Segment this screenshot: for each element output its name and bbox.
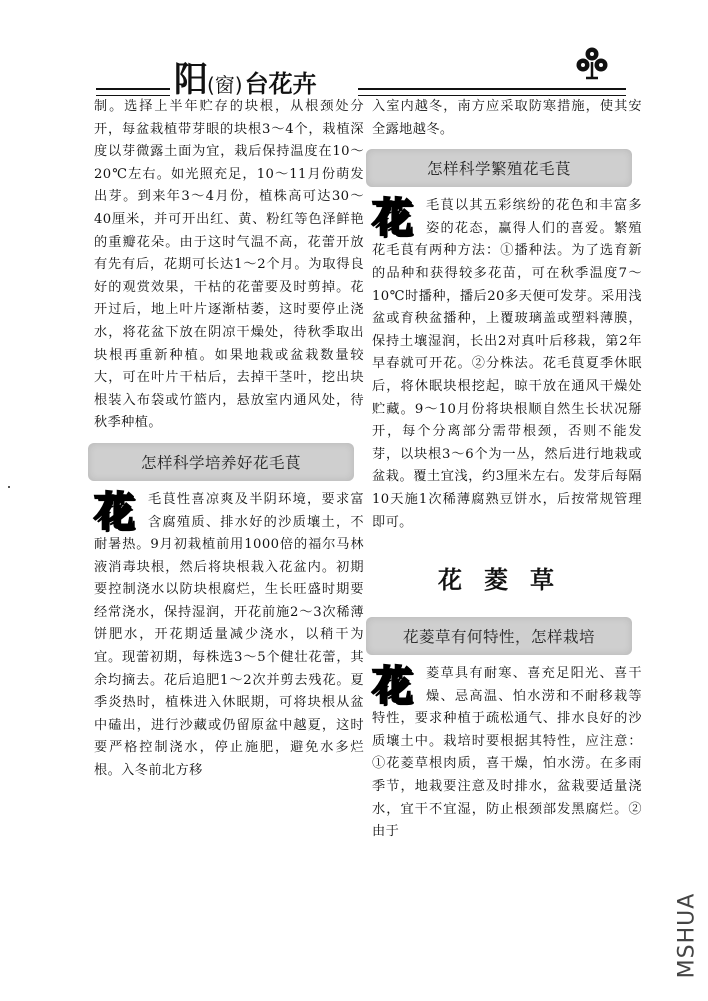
dropcap: 花 — [372, 195, 412, 242]
dropcap: 花 — [94, 488, 134, 535]
subheading-band: 花菱草有何特性，怎样栽培 — [366, 617, 632, 655]
body-paragraph: 毛茛性喜凉爽及半阴环境，要求富含腐殖质、排水好的沙质壤土，不耐暑热。9月初栽植前用1000倍的福尔马林液消毒块根，然后将块根栽入花盆内。初期要控制浇水以防块根腐烂，生长旺盛时期要经常浇水，保持湿润，开花前施2～3次稀薄饼肥水，开花期适量减少浇水，以稍干为宜。现蕾初期，每株选3～5个健壮花蕾，其余均摘去。花后追肥1～2次并剪去残花。夏季炎热时，植株进入休眠期，可将块根从盆中磕出，进行沙藏或仍留原盆中越夏，这时要严格控制浇水，停止施肥，避免水多烂根。入冬前北方移 — [94, 491, 364, 779]
body-paragraph: 入室内越冬，南方应采取防寒措施，使其安全露地越冬。 — [372, 99, 642, 137]
title-big-char: 阳 — [174, 60, 207, 100]
subheading-band: 怎样科学繁殖花毛茛 — [366, 149, 632, 187]
subheading-band: 怎样科学培养好花毛茛 — [88, 443, 354, 481]
watermark — [672, 880, 702, 990]
running-title — [174, 52, 317, 100]
page-header — [0, 40, 708, 100]
title-rest: 台花卉 — [244, 70, 317, 98]
section-title: 花菱草 — [438, 566, 576, 595]
header-rule-right — [358, 88, 626, 96]
scan-speck — [8, 486, 10, 488]
dropcap: 花 — [372, 663, 412, 710]
left-column — [94, 96, 364, 783]
article-block — [372, 195, 642, 534]
body-paragraph: 菱草具有耐寒、喜充足阳光、喜干燥、忌高温、怕水涝和不耐移栽等特性，要求种植于疏松通气、排水良好的沙质壤土中。栽培时要根据其特性，应注意：①花菱草根肉质，喜干燥，怕水涝。在多雨季节，地栽要注意及时排水，盆栽要适量浇水，宜干不宜湿，防止根颈部发黑腐烂。②由于 — [372, 666, 642, 840]
right-column — [372, 96, 642, 844]
flower-clover-icon — [572, 44, 612, 84]
article-block — [94, 489, 364, 783]
body-paragraph: 制。选择上半年贮存的块根，从根颈处分开，每盆栽植带芽眼的块根3～4个，栽植深度以芽微露土面为宜，栽后保持温度在10～20℃左右。如光照充足，10～11月份萌发出芽。到来年3～4月份，植株高可达30～40厘米，并可开出红、黄、粉红等色泽鲜艳的重瓣花朵。由于这时气温不高，花蕾开放有先有后，花期可长达1～2个月。为取得良好的观赏效果，干枯的花蕾要及时剪掉。花开过后，地上叶片逐渐枯萎，这时要停止浇水，将花盆下放在阴凉干燥处，待秋季取出块根再重新种植。如果地栽或盆栽数量较大，可在叶片干枯后，去掉干茎叶，挖出块根装入布袋或竹篮内，悬放室内通风处，待秋季种植。 — [94, 99, 364, 431]
watermark-text: MSHUA — [674, 892, 700, 978]
header-rule-left — [96, 88, 170, 96]
title-paren: (窗) — [207, 73, 243, 97]
article-block — [372, 663, 642, 844]
body-paragraph: 毛茛以其五彩缤纷的花色和丰富多姿的花态，赢得人们的喜爱。繁殖花毛茛有两种方法：①播种法。为了选育新的品种和获得较多花苗，可在秋季温度7～10℃时播种，播后20多天便可发芽。采用浅盆或育秧盆播种，上覆玻璃盖或塑料薄膜，保持土壤湿润，长出2对真叶后移栽，第2年早春就可开花。②分株法。花毛茛夏季休眠后，将休眠块根挖起，晾干放在通风干燥处贮藏。9～10月份将块根顺自然生长状况掰开，每个分离部分需带根颈，否则不能发芽，以块根3～6个为一丛，然后进行地栽或盆栽。覆土宜浅，约3厘米左右。发芽后每隔10天施1次稀薄腐熟豆饼水，后按常规管理即可。 — [372, 198, 642, 530]
